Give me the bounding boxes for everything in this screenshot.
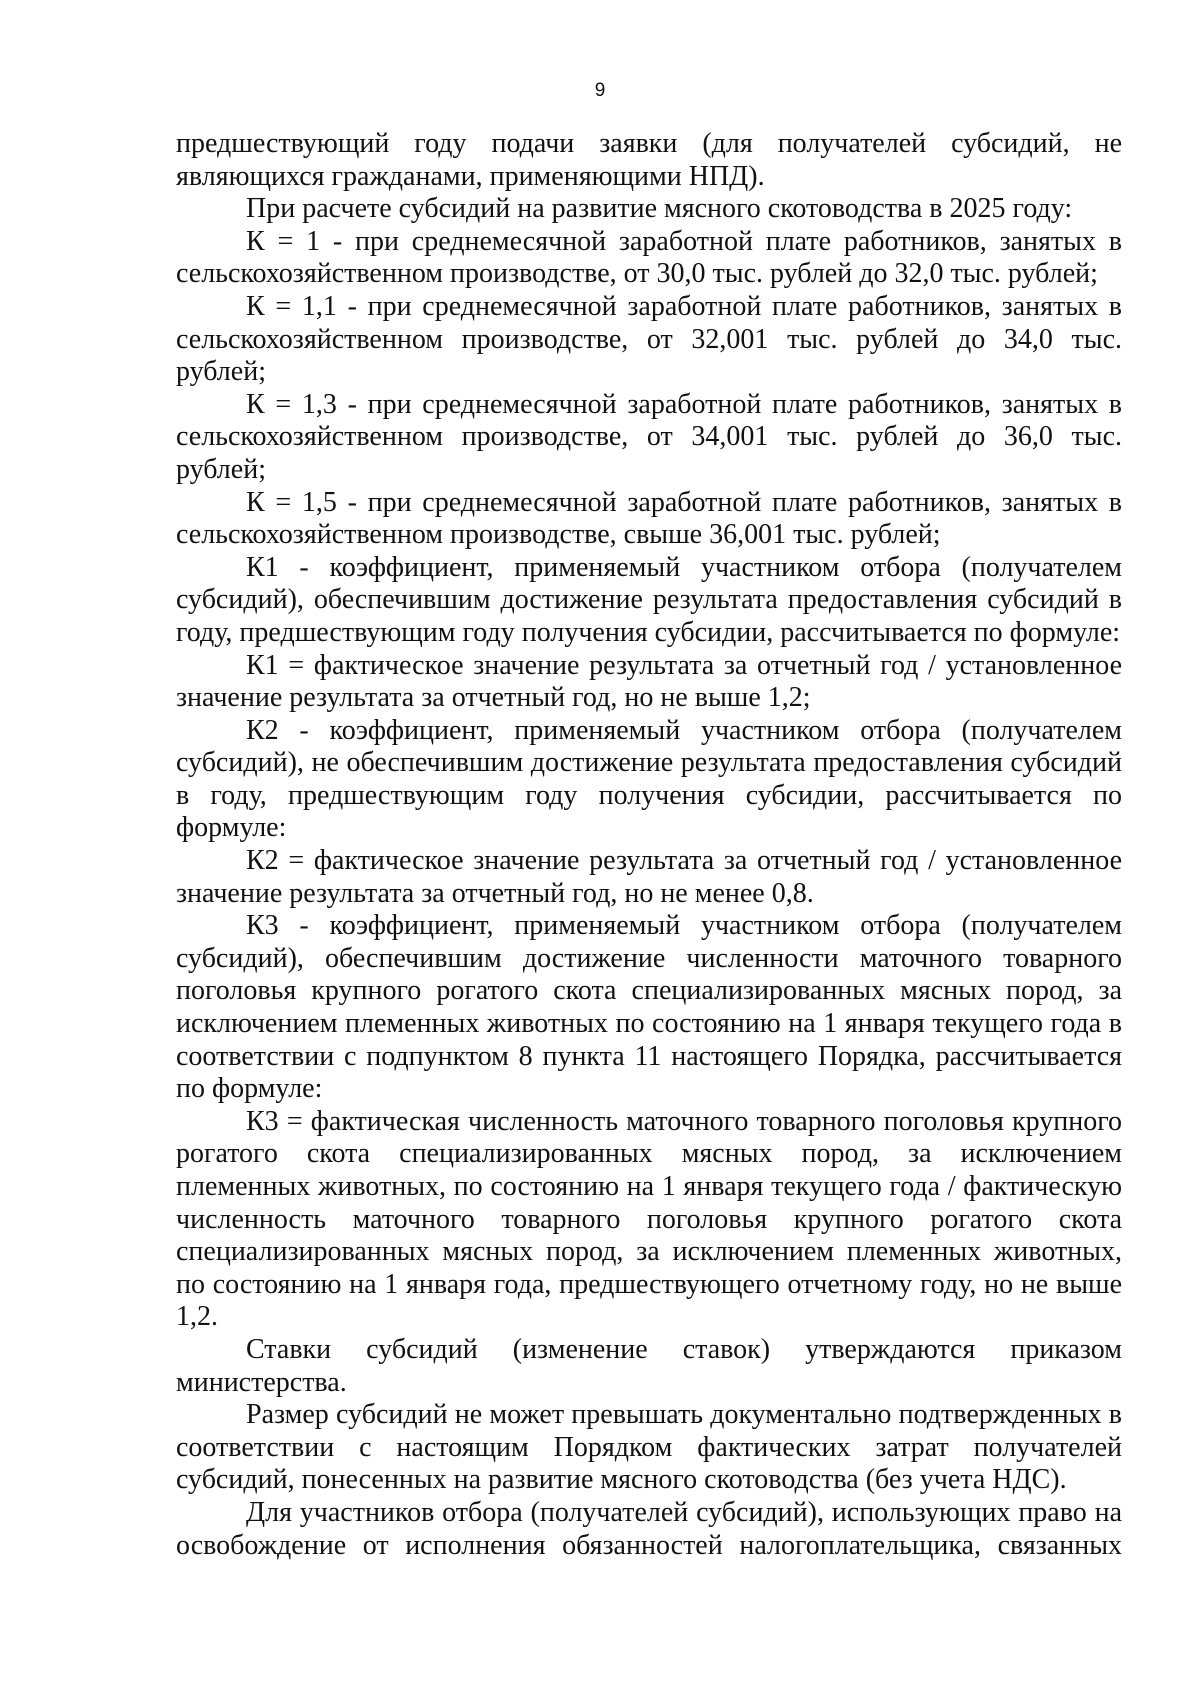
paragraph: К2 = фактическое значение результата за отчетный год / установленное значение результата за отчетный год, но не менее 0,8.	[176, 845, 1122, 909]
paragraph: К2 - коэффициент, применяемый участником отбора (получателем субсидий), не обеспечившим достижение результата предоставления субсидий в году, предшествующим году получения субсидии, рассчитывается по формуле:	[176, 714, 1122, 844]
paragraph: предшествующий году подачи заявки (для получателей субсидий, не являющихся гражданами, применяющими НПД).	[176, 128, 1122, 192]
page-number: 9	[594, 80, 606, 101]
paragraph: К3 = фактическая численность маточного товарного поголовья крупного рогатого скота специализированных мясных пород, за исключением племенных животных, по состоянию на 1 января текущего года / фактическую численность маточного товарного поголовья крупного рогатого скота специализированных мясных пород, за исключением племенных животных, по состоянию на 1 января года, предшествующего отчетному году, но не выше 1,2.	[176, 1105, 1122, 1333]
paragraph: К3 - коэффициент, применяемый участником отбора (получателем субсидий), обеспечившим достижение численности маточного товарного поголовья крупного рогатого скота специализированных мясных пород, за исключением племенных животных по состоянию на 1 января текущего года в соответствии с подпунктом 8 пункта 11 настоящего Порядка, рассчитывается по формуле:	[176, 910, 1122, 1105]
paragraph: К = 1,3 - при среднемесячной заработной плате работников, занятых в сельскохозяйственном производстве, от 34,001 тыс. рублей до 36,0 тыс. рублей;	[176, 388, 1122, 485]
paragraph: К = 1 - при среднемесячной заработной плате работников, занятых в сельскохозяйственном производстве, от 30,0 тыс. рублей до 32,0 тыс. рублей;	[176, 225, 1122, 290]
paragraph: Ставки субсидий (изменение ставок) утверждаются приказом министерства.	[176, 1333, 1122, 1398]
paragraph: При расчете субсидий на развитие мясного скотоводства в 2025 году:	[246, 193, 1073, 225]
document-body	[176, 128, 1122, 1562]
paragraph: К1 - коэффициент, применяемый участником отбора (получателем субсидий), обеспечившим достижение результата предоставления субсидий в году, предшествующим году получения субсидии, рассчитывается по формуле:	[176, 551, 1122, 648]
paragraph: Размер субсидий не может превышать документально подтвержденных в соответствии с настоящим Порядком фактических затрат получателей субсидий, понесенных на развитие мясного скотоводства (без учета НДС).	[176, 1399, 1122, 1496]
paragraph: К = 1,5 - при среднемесячной заработной плате работников, занятых в сельскохозяйственном производстве, свыше 36,001 тыс. рублей;	[176, 486, 1122, 551]
paragraph: К1 = фактическое значение результата за отчетный год / установленное значение результата за отчетный год, но не выше 1,2;	[176, 649, 1122, 714]
paragraph: К = 1,1 - при среднемесячной заработной плате работников, занятых в сельскохозяйственном производстве, от 32,001 тыс. рублей до 34,0 тыс. рублей;	[176, 290, 1122, 388]
paragraph: Для участников отбора (получателей субсидий), использующих право на освобождение от исполнения обязанностей налогоплательщика, связанных	[176, 1496, 1122, 1561]
